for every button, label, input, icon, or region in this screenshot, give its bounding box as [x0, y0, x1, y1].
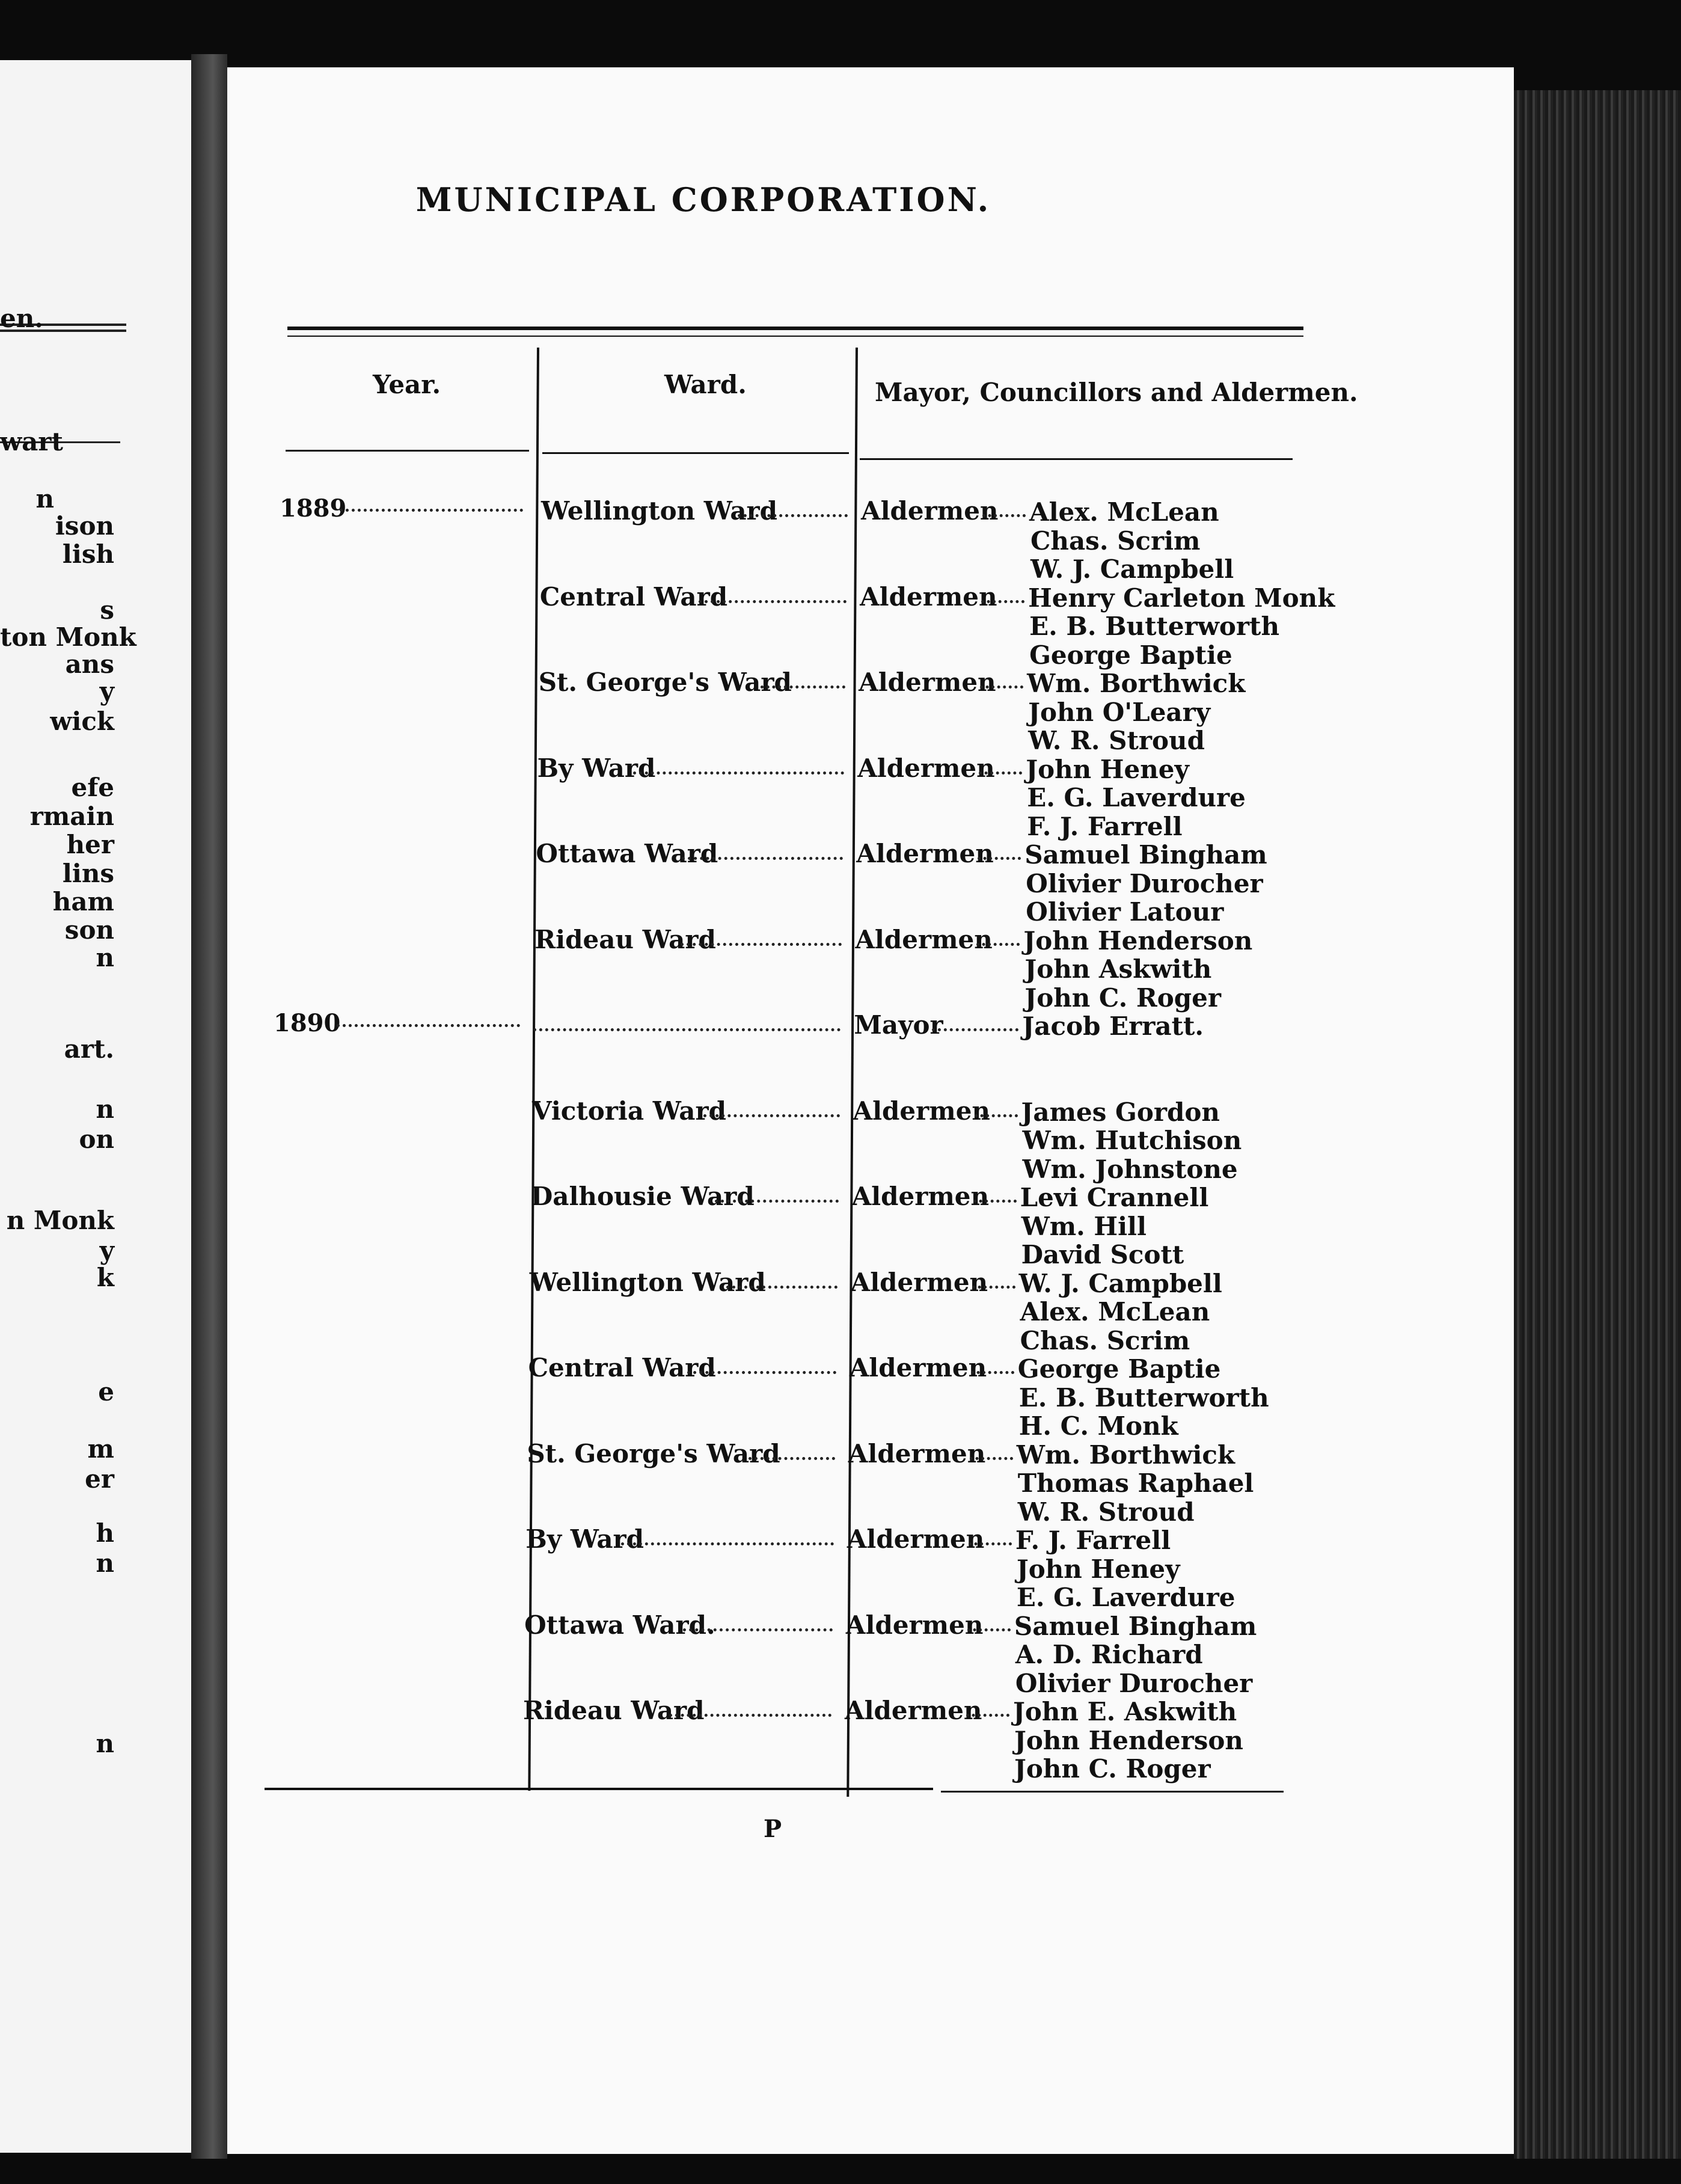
member-name: John Heney: [1026, 754, 1189, 784]
left-page-fragment: n: [96, 943, 114, 972]
member-name: W. R. Stroud: [1017, 1497, 1195, 1527]
ward-leader: [726, 1286, 837, 1289]
office-label: Aldermen: [859, 667, 996, 697]
member-name: John C. Roger: [1024, 983, 1221, 1013]
ward-name: Wellington Ward: [529, 1267, 766, 1297]
member-name: E. B. Butterworth: [1018, 1382, 1269, 1413]
bottom-rule: [265, 1788, 933, 1790]
member-name: Olivier Durocher: [1015, 1668, 1253, 1698]
left-page-fragment: her: [66, 830, 114, 859]
ward-leader: [681, 943, 842, 946]
left-page-fragment: lish: [62, 539, 114, 569]
ward-leader: [699, 600, 847, 603]
member-name: Wm. Johnstone: [1022, 1154, 1238, 1184]
member-name: John Henderson: [1014, 1725, 1243, 1755]
left-page-fragment: ans: [65, 649, 114, 679]
member-name: Wm. Borthwick: [1016, 1440, 1235, 1470]
header-rule-ward: [542, 452, 849, 454]
office-label: Mayor: [854, 1010, 943, 1040]
signature-mark: P: [764, 1815, 782, 1843]
ward-name: Dalhousie Ward: [530, 1182, 755, 1211]
office-leader: [932, 1028, 1018, 1031]
header-rule-members: [860, 458, 1293, 460]
member-name: W. R. Stroud: [1028, 726, 1205, 755]
office-leader: [976, 943, 1020, 946]
member-name: E. G. Laverdure: [1027, 783, 1246, 812]
office-label: Aldermen: [845, 1610, 984, 1640]
ward-leader: [533, 1028, 840, 1031]
column-header-year: Year.: [373, 370, 441, 399]
ward-leader: [715, 1200, 839, 1203]
ward-leader: [738, 514, 848, 517]
office-leader: [978, 857, 1021, 860]
member-name: Olivier Latour: [1026, 897, 1224, 927]
left-page-fragment: efe: [71, 773, 114, 802]
year-label: 1890: [274, 1009, 341, 1037]
left-page-fragment: h: [96, 1518, 114, 1548]
year-label: 1889: [280, 494, 347, 523]
office-leader: [981, 600, 1024, 603]
member-name: H. C. Monk: [1018, 1411, 1178, 1441]
office-leader: [970, 1457, 1013, 1460]
office-leader: [972, 1286, 1015, 1289]
left-page-fragment: k: [96, 1263, 114, 1292]
ward-leader: [683, 1628, 833, 1631]
ward-name: Rideau Ward: [534, 924, 716, 954]
page-title: MUNICIPAL CORPORATION.: [415, 180, 991, 219]
left-page-fragment: n Monk: [6, 1206, 114, 1235]
ward-leader: [749, 1457, 834, 1460]
left-page-fragment: n: [35, 484, 54, 514]
member-name: Thomas Raphael: [1017, 1468, 1254, 1498]
office-label: Aldermen: [851, 1182, 990, 1211]
left-page-fragment: y: [99, 1236, 114, 1265]
left-page-fragment: e: [98, 1377, 114, 1406]
left-page-fragment: wick: [50, 707, 114, 736]
office-label: Aldermen: [861, 496, 999, 526]
member-name: F. J. Farrell: [1027, 811, 1183, 841]
top-rule-thin: [287, 336, 1303, 337]
ward-name: Ottawa Ward.: [524, 1610, 715, 1640]
office-label: Aldermen: [849, 1353, 987, 1382]
office-label: Aldermen: [857, 753, 995, 783]
bottom-rule-right: [941, 1791, 1284, 1793]
header-rule-year: [286, 450, 529, 452]
ward-name: St. George's Ward: [527, 1438, 780, 1468]
ward-name: Wellington Ward: [541, 496, 778, 526]
member-name: Chas. Scrim: [1030, 526, 1201, 556]
member-name: John Askwith: [1024, 954, 1212, 984]
member-name: John C. Roger: [1014, 1754, 1211, 1784]
member-name: Wm. Borthwick: [1027, 669, 1246, 698]
office-label: Aldermen: [845, 1696, 982, 1725]
ward-leader: [682, 857, 843, 860]
left-page-fragment: en.: [0, 304, 43, 333]
member-name: George Baptie: [1017, 1354, 1221, 1384]
year-leader: [337, 1024, 520, 1027]
ward-name: Central Ward: [528, 1353, 716, 1382]
office-label: Aldermen: [855, 924, 993, 954]
left-page-fragment: y: [99, 676, 114, 706]
office-leader: [979, 771, 1022, 775]
office-leader: [971, 1371, 1014, 1374]
left-page-fragment: on: [79, 1124, 114, 1154]
left-page-fragment: wart: [0, 427, 63, 456]
ward-leader: [687, 1371, 836, 1374]
member-name: Jacob Erratt.: [1022, 1011, 1204, 1041]
member-name: Henry Carleton Monk: [1028, 583, 1335, 613]
left-page-fragment: lins: [62, 859, 114, 888]
ward-leader: [621, 1542, 834, 1545]
office-label: Aldermen: [850, 1267, 988, 1297]
ward-leader: [703, 1114, 840, 1117]
year-leader: [340, 509, 523, 512]
left-page-fragment: ham: [52, 887, 114, 916]
ward-name: Ottawa Ward: [536, 839, 718, 868]
office-label: Aldermen: [848, 1438, 986, 1468]
member-name: A. D. Richard: [1015, 1640, 1203, 1669]
member-name: W. J. Campbell: [1030, 554, 1234, 584]
member-name: Olivier Durocher: [1026, 868, 1263, 898]
left-page-fragment: ton Monk: [0, 622, 136, 652]
top-rule: [287, 327, 1303, 330]
ward-name: Victoria Ward: [532, 1096, 726, 1126]
ward-name: St. George's Ward: [538, 667, 792, 697]
left-page-fragment: n: [96, 1729, 114, 1758]
column-header-ward: Ward.: [664, 370, 747, 399]
member-name: John O'Leary: [1028, 697, 1211, 727]
member-name: Samuel Bingham: [1024, 840, 1267, 870]
ward-name: By Ward: [525, 1524, 645, 1554]
office-leader: [969, 1542, 1012, 1545]
left-page-fragment: er: [85, 1464, 114, 1494]
office-leader: [975, 1114, 1018, 1117]
book-gutter: [191, 54, 227, 2159]
left-page-fragment: n: [96, 1094, 114, 1124]
member-name: Wm. Hill: [1021, 1211, 1147, 1241]
member-name: John E. Askwith: [1013, 1697, 1237, 1726]
member-name: Levi Crannell: [1020, 1183, 1209, 1212]
left-page-fragment: ison: [55, 511, 114, 541]
ward-name: Central Ward: [539, 581, 728, 612]
office-leader: [982, 514, 1026, 517]
left-page-fragment: n: [96, 1548, 114, 1578]
ward-leader: [761, 686, 845, 689]
member-name: Alex. McLean: [1020, 1297, 1210, 1327]
member-name: Samuel Bingham: [1014, 1611, 1257, 1641]
left-page-fragment: rmain: [29, 802, 114, 831]
office-leader: [967, 1628, 1011, 1631]
office-leader: [966, 1714, 1009, 1717]
left-facing-page: [0, 60, 191, 2153]
office-label: Aldermen: [853, 1096, 990, 1126]
ward-leader: [633, 771, 845, 775]
member-name: John Heney: [1016, 1554, 1180, 1584]
office-leader: [980, 686, 1023, 689]
left-page-fragment: s: [100, 595, 114, 625]
office-leader: [973, 1200, 1017, 1203]
member-name: Alex. McLean: [1029, 497, 1219, 527]
member-name: E. G. Laverdure: [1016, 1583, 1235, 1612]
left-page-fragment: art.: [64, 1034, 114, 1064]
member-name: Chas. Scrim: [1020, 1325, 1190, 1355]
member-name: James Gordon: [1021, 1097, 1220, 1127]
page-edges: [1514, 90, 1681, 2159]
ward-name: By Ward: [537, 753, 656, 783]
office-label: Aldermen: [860, 581, 997, 612]
member-name: George Baptie: [1029, 640, 1232, 670]
member-name: Wm. Hutchison: [1022, 1126, 1242, 1155]
left-page-fragment: m: [87, 1434, 114, 1464]
member-name: W. J. Campbell: [1018, 1268, 1222, 1298]
member-name: E. B. Butterworth: [1029, 612, 1279, 641]
ward-leader: [669, 1714, 831, 1717]
office-label: Aldermen: [856, 839, 994, 868]
ward-name: Rideau Ward: [523, 1696, 705, 1725]
member-name: John Henderson: [1023, 925, 1253, 956]
office-label: Aldermen: [847, 1524, 985, 1554]
left-page-fragment: son: [64, 915, 114, 945]
member-name: F. J. Farrell: [1015, 1526, 1171, 1555]
member-name: David Scott: [1021, 1240, 1184, 1269]
column-header-members: Mayor, Councillors and Aldermen.: [875, 378, 1358, 407]
